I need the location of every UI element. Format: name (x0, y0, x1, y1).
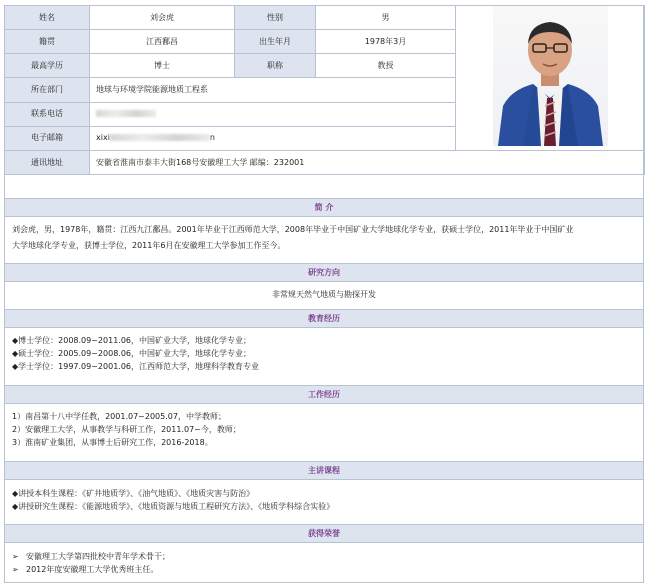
list-item: ➢ 2012年度安徽理工大学优秀班主任。 (12, 565, 159, 574)
name-label: 姓名 (5, 6, 90, 30)
degree-label: 最高学历 (5, 54, 90, 78)
email-suffix: n (209, 133, 215, 143)
gender-label: 性别 (235, 6, 316, 30)
phone-label: 联系电话 (5, 102, 90, 126)
page-frame (4, 5, 644, 583)
list-item: ◆学士学位：1997.09~2001.06，江西师范大学，地理科学教育专业 (12, 362, 260, 371)
list-item: 3）淮南矿业集团，从事博士后研究工作，2016-2018。 (12, 438, 213, 447)
honors-heading: 获得荣誉 (4, 524, 644, 543)
courses-heading: 主讲课程 (4, 461, 644, 480)
education-heading: 教育经历 (4, 309, 644, 328)
birth-label: 出生年月 (235, 30, 316, 54)
list-item: 2）安徽理工大学，从事教学与科研工作，2011.07~今，教师； (12, 425, 241, 434)
email-label: 电子邮箱 (5, 126, 90, 150)
title-label: 职称 (235, 54, 316, 78)
intro-heading: 简 介 (4, 198, 644, 217)
list-item: ➢ 安徽理工大学第四批校中青年学术骨干； (12, 552, 170, 561)
degree-value: 博士 (90, 54, 235, 78)
birth-value: 1978年3月 (316, 30, 456, 54)
email-prefix: xixi (96, 133, 110, 143)
dept-label: 所在部门 (5, 78, 90, 102)
address-label: 通讯地址 (5, 151, 90, 175)
research-text: 非常规天然气地质与勘探开发 (272, 290, 376, 299)
list-item: ◆硕士学位：2005.09~2008.06，中国矿业大学，地球化学专业； (12, 349, 252, 358)
address-value: 安徽省淮南市泰丰大街168号安徽理工大学 邮编：232001 (90, 151, 645, 175)
title-value: 教授 (316, 54, 456, 78)
arrow-bullet-icon: ➢ (12, 552, 19, 561)
gender-value: 男 (316, 6, 456, 30)
origin-label: 籍贯 (5, 30, 90, 54)
origin-value: 江西鄱昌 (90, 30, 235, 54)
list-item: ◆博士学位：2008.09~2011.06，中国矿业大学，地球化学专业； (12, 336, 252, 345)
arrow-bullet-icon: ➢ (12, 565, 19, 574)
list-item: ◆讲授研究生课程：《能源地质学》、《地质资源与地质工程研究方法》、《地质学科综合实验》 (12, 502, 335, 511)
dept-value: 地球与环境学院能源地质工程系 (90, 78, 456, 102)
research-heading: 研究方向 (4, 263, 644, 282)
intro-line-2: 大学地球化学专业，获博士学位，2011年6月在安徽理工大学参加工作至今。 (12, 241, 286, 250)
work-heading: 工作经历 (4, 385, 644, 404)
list-item: 1）南昌第十八中学任教，2001.07~2005.07，中学教师； (12, 412, 226, 421)
list-item: ◆讲授本科生课程：《矿井地质学》、《油气地质》、《地质灾害与防治》 (12, 489, 255, 498)
name-value: 刘会虎 (90, 6, 235, 30)
intro-line-1: 刘会虎，男，1978年，籍贯：江西九江鄱昌。2001年毕业于江西师范大学，2008年毕业于中国矿业大学地球化学专业，获硕士学位，2011年毕业于中国矿业 (12, 225, 574, 234)
